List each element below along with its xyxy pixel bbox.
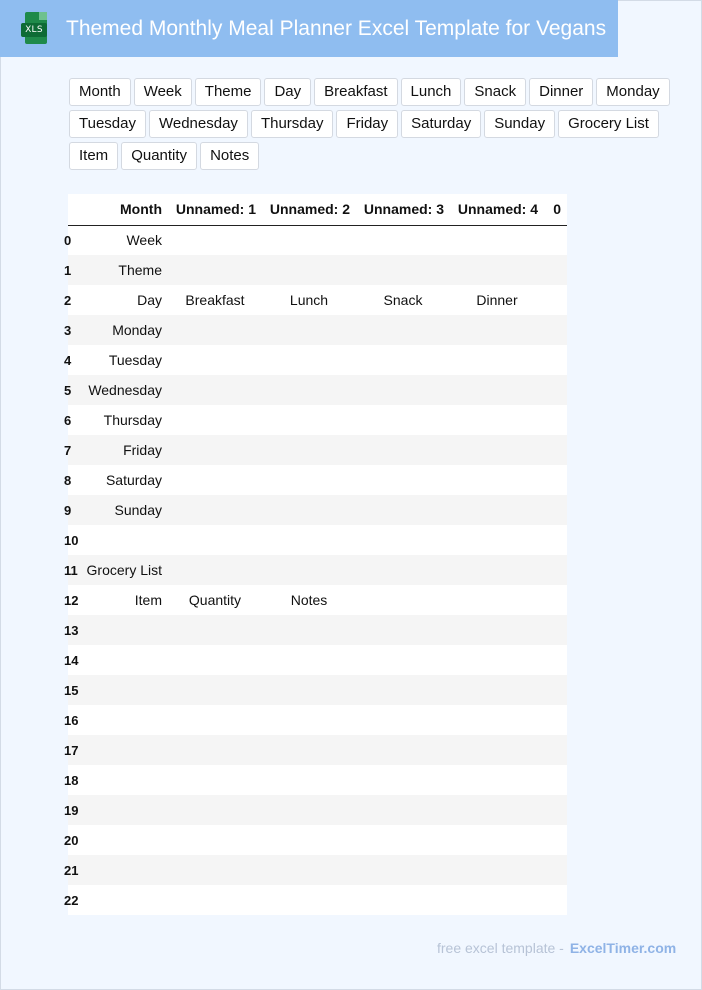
table-row	[68, 855, 567, 885]
spreadsheet-preview	[64, 194, 567, 915]
table-cell	[544, 735, 567, 765]
table-cell: Quantity	[188, 592, 242, 608]
table-cell: Sunday	[114, 502, 162, 518]
row-index: 18	[64, 772, 79, 788]
table-cell	[544, 255, 567, 285]
table-cell	[356, 675, 450, 705]
column-header: Unnamed: 3	[356, 194, 450, 225]
table-cell	[168, 825, 262, 855]
tag-quantity[interactable]: Quantity	[121, 142, 197, 170]
table-cell	[450, 675, 544, 705]
table-cell	[356, 555, 450, 585]
table-cell	[450, 735, 544, 765]
table-cell	[76, 885, 168, 915]
table-cell	[262, 375, 356, 405]
table-cell	[168, 525, 262, 555]
table-cell	[168, 345, 262, 375]
row-index: 11	[64, 562, 78, 578]
table-cell	[450, 495, 544, 525]
tag-monday[interactable]: Monday	[596, 78, 669, 106]
table-cell	[544, 795, 567, 825]
column-header: Unnamed: 4	[450, 194, 544, 225]
tag-week[interactable]: Week	[134, 78, 192, 106]
table-cell	[262, 765, 356, 795]
footer-credit	[437, 940, 676, 956]
table-cell: Snack	[383, 292, 423, 308]
table-row	[68, 585, 567, 615]
table-cell	[450, 825, 544, 855]
table-cell	[262, 255, 356, 285]
row-index: 14	[64, 652, 79, 668]
table-cell	[168, 465, 262, 495]
table-cell	[168, 495, 262, 525]
table-cell	[450, 225, 544, 255]
table-cell	[168, 855, 262, 885]
table-cell: Friday	[123, 442, 162, 458]
table-cell	[450, 705, 544, 735]
table-cell: Grocery List	[86, 562, 162, 578]
table-cell	[262, 315, 356, 345]
row-index: 8	[64, 472, 72, 488]
table-cell	[76, 615, 168, 645]
table-cell	[356, 495, 450, 525]
tag-item[interactable]: Item	[69, 142, 118, 170]
table-cell	[168, 315, 262, 345]
table-row	[68, 735, 567, 765]
tag-breakfast[interactable]: Breakfast	[314, 78, 397, 106]
table-cell	[356, 525, 450, 555]
table-cell: Wednesday	[88, 382, 162, 398]
row-index: 4	[64, 352, 72, 368]
footer-brand-link[interactable]: ExcelTimer.com	[569, 940, 677, 956]
table-cell	[76, 735, 168, 765]
table-cell	[262, 615, 356, 645]
table-header-row	[68, 194, 567, 225]
table-cell	[168, 885, 262, 915]
excel-file-icon	[21, 12, 51, 46]
row-index: 9	[64, 502, 72, 518]
table-cell	[450, 555, 544, 585]
table-row	[68, 345, 567, 375]
table-cell	[450, 255, 544, 285]
table-cell	[356, 825, 450, 855]
row-index: 13	[64, 622, 79, 638]
table-cell: Week	[126, 232, 162, 249]
table-row	[68, 645, 567, 675]
tag-dinner[interactable]: Dinner	[529, 78, 593, 106]
table-cell	[450, 795, 544, 825]
table-cell	[544, 645, 567, 675]
table-cell	[450, 375, 544, 405]
table-cell	[450, 525, 544, 555]
table-cell	[262, 225, 356, 255]
table-cell	[168, 225, 262, 255]
row-index: 17	[64, 742, 79, 758]
table-cell	[356, 405, 450, 435]
table-cell	[544, 225, 567, 255]
table-cell	[168, 795, 262, 825]
table-cell	[356, 855, 450, 885]
table-cell	[76, 825, 168, 855]
data-table	[64, 194, 567, 915]
table-cell	[168, 645, 262, 675]
table-row	[68, 885, 567, 915]
table-row	[68, 435, 567, 465]
tag-theme[interactable]: Theme	[195, 78, 262, 106]
row-index: 12	[64, 592, 79, 608]
table-cell	[76, 765, 168, 795]
column-header: 0	[544, 194, 567, 225]
table-cell	[356, 645, 450, 675]
row-index: 22	[64, 892, 79, 908]
table-cell	[450, 405, 544, 435]
table-row	[68, 825, 567, 855]
table-cell	[450, 345, 544, 375]
table-cell	[544, 885, 567, 915]
table-row	[68, 795, 567, 825]
table-cell	[544, 435, 567, 465]
table-cell	[262, 825, 356, 855]
tag-saturday[interactable]: Saturday	[401, 110, 481, 138]
table-cell	[262, 345, 356, 375]
table-cell	[168, 675, 262, 705]
page-title: Themed Monthly Meal Planner Excel Template for Vegans	[66, 17, 607, 40]
table-cell	[356, 255, 450, 285]
table-cell: Theme	[118, 262, 162, 278]
table-row	[68, 285, 567, 315]
table-cell	[450, 435, 544, 465]
table-cell: Breakfast	[185, 292, 245, 308]
table-cell	[450, 765, 544, 795]
table-cell	[262, 855, 356, 885]
table-cell	[76, 855, 168, 885]
table-cell	[168, 705, 262, 735]
tag-sunday[interactable]: Sunday	[484, 110, 555, 138]
row-index: 2	[64, 292, 72, 308]
xls-badge: XLS	[21, 23, 47, 37]
row-index: 3	[64, 322, 72, 338]
row-index: 21	[64, 862, 79, 878]
table-cell	[450, 465, 544, 495]
table-cell	[356, 375, 450, 405]
table-cell	[544, 375, 567, 405]
table-cell	[356, 225, 450, 255]
table-cell	[76, 645, 168, 675]
table-row	[68, 555, 567, 585]
table-cell	[544, 855, 567, 885]
table-cell: Dinner	[476, 292, 518, 308]
table-row	[68, 705, 567, 735]
table-cell	[356, 765, 450, 795]
row-index: 16	[64, 712, 79, 728]
table-cell	[544, 405, 567, 435]
table-cell	[356, 465, 450, 495]
table-cell	[262, 705, 356, 735]
table-cell: Thursday	[103, 412, 162, 428]
table-row	[68, 225, 567, 255]
tag-day[interactable]: Day	[264, 78, 311, 106]
table-cell	[168, 405, 262, 435]
table-cell	[544, 825, 567, 855]
tag-snack[interactable]: Snack	[464, 78, 526, 106]
table-cell	[76, 795, 168, 825]
table-cell	[450, 615, 544, 645]
table-cell	[262, 645, 356, 675]
table-cell	[356, 705, 450, 735]
table-cell	[544, 705, 567, 735]
table-cell	[262, 735, 356, 765]
row-index: 7	[64, 442, 72, 458]
table-cell	[544, 525, 567, 555]
table-cell	[262, 885, 356, 915]
row-index: 20	[64, 832, 79, 848]
tag-tuesday[interactable]: Tuesday	[69, 110, 146, 138]
tag-notes[interactable]: Notes	[200, 142, 259, 170]
header-bar	[0, 0, 618, 57]
table-cell	[168, 555, 262, 585]
table-cell	[356, 795, 450, 825]
column-header	[68, 194, 76, 225]
table-row	[68, 405, 567, 435]
table-cell	[262, 435, 356, 465]
table-cell	[544, 345, 567, 375]
table-cell	[544, 315, 567, 345]
row-index: 19	[64, 802, 79, 818]
table-cell	[450, 885, 544, 915]
table-cell	[168, 435, 262, 465]
row-index: 5	[64, 382, 72, 398]
tag-wednesday[interactable]: Wednesday	[149, 110, 248, 138]
table-cell: Item	[134, 592, 162, 608]
table-cell	[76, 705, 168, 735]
table-row	[68, 255, 567, 285]
table-cell	[356, 345, 450, 375]
table-cell: Lunch	[289, 292, 329, 308]
table-cell	[544, 495, 567, 525]
table-cell	[168, 255, 262, 285]
column-header: Unnamed: 2	[262, 194, 356, 225]
table-cell	[450, 315, 544, 345]
table-cell	[544, 465, 567, 495]
table-row	[68, 375, 567, 405]
table-cell	[168, 735, 262, 765]
row-index: 15	[64, 682, 79, 698]
table-cell	[450, 855, 544, 885]
tag-grocery-list[interactable]: Grocery List	[558, 110, 659, 138]
column-header: Unnamed: 1	[168, 194, 262, 225]
row-index: 0	[64, 232, 72, 248]
table-cell	[356, 615, 450, 645]
row-index: 6	[64, 412, 72, 428]
table-cell: Tuesday	[108, 352, 162, 368]
table-cell	[262, 555, 356, 585]
tag-thursday[interactable]: Thursday	[251, 110, 334, 138]
table-cell	[356, 735, 450, 765]
tag-friday[interactable]: Friday	[336, 110, 398, 138]
table-cell	[168, 765, 262, 795]
table-cell	[262, 795, 356, 825]
table-cell	[450, 645, 544, 675]
table-row	[68, 765, 567, 795]
table-cell	[356, 315, 450, 345]
table-cell: Notes	[290, 592, 328, 608]
table-row	[68, 465, 567, 495]
table-cell	[544, 285, 567, 315]
column-header: Month	[76, 194, 168, 225]
table-cell	[356, 435, 450, 465]
table-cell: Monday	[112, 322, 162, 338]
row-index: 10	[64, 532, 79, 548]
table-cell: Saturday	[105, 472, 162, 488]
tag-lunch[interactable]: Lunch	[401, 78, 462, 106]
table-cell	[544, 555, 567, 585]
table-cell	[262, 495, 356, 525]
table-cell	[450, 585, 544, 615]
table-cell	[168, 375, 262, 405]
table-cell	[262, 405, 356, 435]
table-cell	[262, 525, 356, 555]
footer-text: free excel template -	[437, 940, 564, 956]
table-row	[68, 525, 567, 555]
table-cell	[76, 525, 168, 555]
row-index: 1	[64, 262, 72, 278]
table-cell	[168, 615, 262, 645]
table-cell	[544, 585, 567, 615]
table-cell	[356, 885, 450, 915]
table-cell	[544, 615, 567, 645]
table-cell: Day	[137, 292, 162, 308]
table-row	[68, 495, 567, 525]
table-row	[68, 615, 567, 645]
table-cell	[544, 675, 567, 705]
table-cell	[262, 465, 356, 495]
tag-month[interactable]: Month	[69, 78, 131, 106]
table-cell	[356, 585, 450, 615]
table-cell	[544, 765, 567, 795]
table-row	[68, 675, 567, 705]
keyword-tags	[69, 78, 679, 170]
table-cell	[262, 675, 356, 705]
table-cell	[76, 675, 168, 705]
table-row	[68, 315, 567, 345]
